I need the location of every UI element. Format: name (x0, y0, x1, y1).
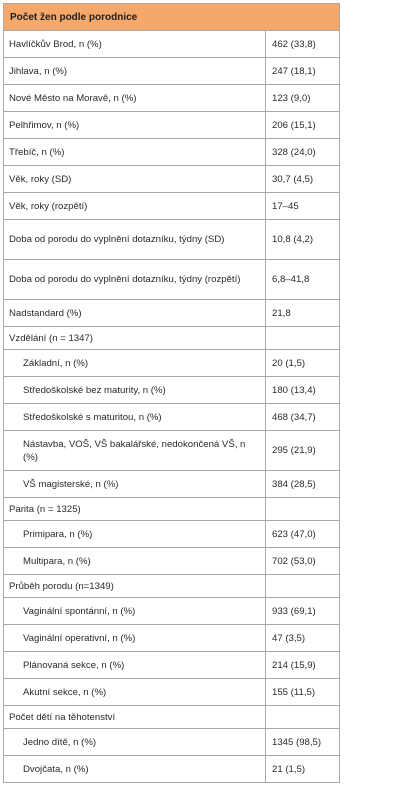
row-label: Plánovaná sekce, n (%) (4, 652, 266, 679)
table-row (4, 31, 340, 58)
table-row-section (4, 575, 340, 598)
row-label: Doba od porodu do vyplnění dotazníku, týdny (rozpětí) (4, 260, 266, 300)
row-value: 10,8 (4,2) (266, 220, 340, 260)
table-row (4, 598, 340, 625)
table-row-section (4, 327, 340, 350)
row-label: Věk, roky (rozpětí) (4, 193, 266, 220)
table-row-section (4, 498, 340, 521)
table-row (4, 112, 340, 139)
table-row (4, 220, 340, 260)
table-row-section (4, 706, 340, 729)
row-label: Jedno dítě, n (%) (4, 729, 266, 756)
row-label: Doba od porodu do vyplnění dotazníku, týdny (SD) (4, 220, 266, 260)
row-value: 702 (53,0) (266, 548, 340, 575)
table-row (4, 404, 340, 431)
table-row (4, 471, 340, 498)
row-value: 30,7 (4,5) (266, 166, 340, 193)
row-value (266, 498, 340, 521)
table-row (4, 377, 340, 404)
row-value: 206 (15,1) (266, 112, 340, 139)
section-label: Vzdělání (n = 1347) (4, 327, 266, 350)
row-label: Třebíč, n (%) (4, 139, 266, 166)
row-value: 20 (1,5) (266, 350, 340, 377)
row-value: 1345 (98,5) (266, 729, 340, 756)
table-row (4, 350, 340, 377)
row-value: 623 (47,0) (266, 521, 340, 548)
table-row (4, 260, 340, 300)
row-value (266, 706, 340, 729)
table-row (4, 85, 340, 112)
table-row (4, 625, 340, 652)
row-value: 384 (28,5) (266, 471, 340, 498)
row-value (266, 327, 340, 350)
row-value: 247 (18,1) (266, 58, 340, 85)
row-value: 47 (3,5) (266, 625, 340, 652)
table-header: Počet žen podle porodnice (4, 4, 340, 31)
section-label: Počet dětí na těhotenství (4, 706, 266, 729)
row-value: 180 (13,4) (266, 377, 340, 404)
row-label: Věk, roky (SD) (4, 166, 266, 193)
row-label: Multipara, n (%) (4, 548, 266, 575)
row-value: 295 (21,9) (266, 431, 340, 471)
row-label: VŠ magisterské, n (%) (4, 471, 266, 498)
row-label: Vaginální spontánní, n (%) (4, 598, 266, 625)
row-value: 328 (24,0) (266, 139, 340, 166)
row-label: Jihlava, n (%) (4, 58, 266, 85)
row-label: Nadstandard (%) (4, 300, 266, 327)
row-value: 462 (33,8) (266, 31, 340, 58)
row-value: 21 (1,5) (266, 756, 340, 783)
row-label: Nové Město na Moravě, n (%) (4, 85, 266, 112)
table-row (4, 729, 340, 756)
row-value: 468 (34,7) (266, 404, 340, 431)
row-value: 6,8–41,8 (266, 260, 340, 300)
row-value: 123 (9,0) (266, 85, 340, 112)
table-row (4, 679, 340, 706)
section-label: Parita (n = 1325) (4, 498, 266, 521)
section-label: Průběh porodu (n=1349) (4, 575, 266, 598)
demographics-table-container (3, 3, 339, 783)
table-row (4, 548, 340, 575)
row-label: Vaginální operativní, n (%) (4, 625, 266, 652)
table-row (4, 300, 340, 327)
table-row (4, 193, 340, 220)
table-row (4, 756, 340, 783)
row-label: Dvojčata, n (%) (4, 756, 266, 783)
row-value: 155 (11,5) (266, 679, 340, 706)
table-row (4, 166, 340, 193)
row-label: Základní, n (%) (4, 350, 266, 377)
row-label: Primipara, n (%) (4, 521, 266, 548)
row-value: 21,8 (266, 300, 340, 327)
row-label: Havlíčkův Brod, n (%) (4, 31, 266, 58)
demographics-table (3, 3, 340, 783)
row-label: Nástavba, VOŠ, VŠ bakalářské, nedokončená VŠ, n (%) (4, 431, 266, 471)
row-label: Pelhřimov, n (%) (4, 112, 266, 139)
table-row (4, 139, 340, 166)
table-row (4, 652, 340, 679)
row-label: Středoškolské s maturitou, n (%) (4, 404, 266, 431)
row-label: Středoškolské bez maturity, n (%) (4, 377, 266, 404)
table-row (4, 58, 340, 85)
row-label: Akutní sekce, n (%) (4, 679, 266, 706)
row-value: 933 (69,1) (266, 598, 340, 625)
table-header-row (4, 4, 340, 31)
row-value (266, 575, 340, 598)
table-row (4, 521, 340, 548)
row-value: 17–45 (266, 193, 340, 220)
row-value: 214 (15,9) (266, 652, 340, 679)
table-row (4, 431, 340, 471)
